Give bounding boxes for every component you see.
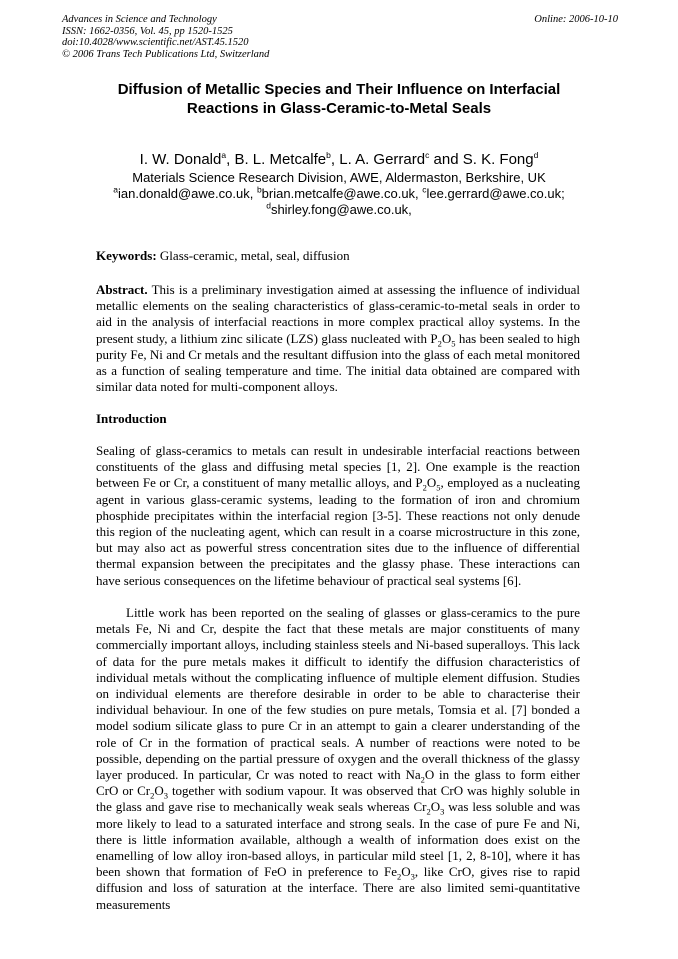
email-superscript: c [422, 184, 427, 195]
intro-paragraph-2 [96, 605, 580, 913]
paragraph-text: O [154, 783, 164, 799]
subscript: 5 [451, 338, 456, 349]
paragraph-text: together with sodium vapour. It was observed that CrO was highly soluble in the glass and gave rise to mechanically weak seals whereas Cr [96, 783, 580, 815]
paragraph-text: O [426, 475, 437, 491]
subscript: 2 [420, 774, 425, 785]
author-superscript: c [425, 150, 430, 160]
author-name: I. W. Donald [139, 151, 222, 168]
paragraph-text: , like CrO, gives rise to rapid diffusion and loss of saturation at the interface. There are also limited semi-quantitative measurements [96, 864, 580, 912]
copyright-line: © 2006 Trans Tech Publications Ltd, Switzerland [62, 48, 270, 60]
author-name: S. K. Fong [462, 151, 534, 168]
author-names [60, 150, 618, 170]
author-name: B. L. Metcalfe [234, 151, 327, 168]
paragraph-text: was less soluble and was more likely to lead to a saturated interface and strong seals. In the case of pure Fe and Ni, there is little information available, although a wealth of information does exist on the enamelling of low alloy iron-based alloys, in particular mild steel [1, 2, 8-10], where it has been shown that formation of FeO in preference to Fe [96, 799, 580, 880]
subscript: 2 [397, 871, 402, 882]
paragraph-text: O in the glass to form either CrO or Cr [96, 767, 580, 799]
abstract [96, 282, 580, 395]
paragraph-text: , employed as a nucleating agent in various glass-ceramic systems, leading to the formation of iron and chromium phosphide precipitates within the interfacial region [3-5]. These reactions not only denude this region of the nucleating agent, which can result in a coarse microstructure in this zone, but may also act as powerful stress concentration sites due to the influence of differential thermal expansion between the precipitates and the glassy phase. These interactions can have serious consequences on the lifetime behaviour of practical seal systems [6]. [96, 475, 580, 588]
subscript: 3 [440, 807, 445, 818]
abstract-text: O [441, 330, 452, 346]
abstract-text: This is a preliminary investigation aimed at assessing the influence of individual metallic elements on the sealing characteristics of glass-ceramic-to-metal seals in order to aid in the analysis of interfacial reactions in more complex practical alloy systems. In the present study, a lithium zinc silicate (LZS) glass nucleated with P [96, 282, 580, 346]
author-separator: and [429, 151, 463, 168]
title-line-2: Reactions in Glass-Ceramic-to-Metal Seals [186, 100, 492, 117]
author-superscript: a [221, 150, 227, 160]
section-heading-introduction: Introduction [96, 411, 167, 426]
email-link[interactable]: ian.donald@awe.co.uk, [117, 186, 257, 201]
paragraph-text: O [430, 799, 441, 815]
email-superscript: a [113, 184, 118, 195]
email-superscript: d [266, 200, 271, 211]
subscript: 3 [163, 790, 168, 801]
author-superscript: d [533, 150, 539, 160]
paper-title [60, 80, 618, 118]
author-separator: , [226, 151, 235, 168]
online-date: Online: 2006-10-10 [534, 14, 618, 25]
affiliation: Materials Science Research Division, AWE, Aldermaston, Berkshire, UK [132, 170, 546, 185]
subscript: 5 [436, 483, 441, 493]
subscript: 2 [150, 790, 155, 801]
subscript: 2 [437, 338, 442, 349]
email-link[interactable]: brian.metcalfe@awe.co.uk, [261, 186, 423, 201]
abstract-label: Abstract. [96, 282, 148, 297]
author-superscript: b [326, 150, 331, 160]
title-line-1: Diffusion of Metallic Species and Their Influence on Interfacial [117, 81, 561, 98]
subscript: 2 [422, 483, 427, 493]
subscript: 2 [426, 807, 431, 818]
author-emails [60, 186, 618, 202]
abstract-text: has been sealed to high purity Fe, Ni and Cr metals and the resultant diffusion into the glass of each metal monitored as a function of sealing temperature and time. The initial data obtained are compared with similar data noted for multi-component alloys. [96, 330, 580, 395]
email-link[interactable]: shirley.fong@awe.co.uk, [270, 202, 412, 217]
keywords-text: Glass-ceramic, metal, seal, diffusion [156, 248, 350, 263]
journal-header [62, 14, 618, 60]
author-block [60, 150, 618, 218]
email-link[interactable]: lee.gerrard@awe.co.uk; [426, 186, 565, 201]
keywords-label: Keywords: [96, 248, 157, 263]
author-name: L. A. Gerrard [339, 151, 426, 168]
intro-paragraph-1 [96, 443, 580, 589]
doi-line: doi:10.4028/www.scientific.net/AST.45.1520 [62, 37, 249, 48]
paragraph-text: O [401, 864, 411, 880]
paragraph-text: Little work has been reported on the sealing of glasses or glass-ceramics to the pure metals Fe, Ni and Cr, despite the fact that these metals are major constituents of many commercially important alloys, including stainless steels and Ni-based superalloys. This lack of data for the pure metals makes it difficult to identify the diffusion characteristics of individual metals without the complicating influence of multiple element diffusion. Studies on individual elements are therefore desirable in order to be able to characterise their individual behaviour. In one of the few studies on pure metals, Tomsia et al. [7] bonded a model sodium silicate glass to pure Cr in an attempt to gain a clearer understanding of the role of Cr in the formation of practical seals. A number of reactions were noted to be possible, depending on the partial pressure of oxygen and the overall thickness of the glassy layer produced. In particular, Cr was noted to react with Na [96, 605, 580, 783]
paragraph-text: Sealing of glass-ceramics to metals can result in undesirable interfacial reactions between constituents of the glass and diffusing metal species [1, 2]. One example is the reaction between Fe or Cr, a constituent of many metallic alloys, and P [96, 443, 580, 491]
author-separator: , [330, 151, 340, 168]
issn-line: ISSN: 1662-0356, Vol. 45, pp 1520-1525 [62, 25, 233, 37]
keywords [96, 248, 580, 264]
author-emails-line-2 [60, 202, 618, 218]
journal-name: Advances in Science and Technology [62, 14, 217, 25]
email-superscript: b [256, 184, 262, 195]
subscript: 3 [410, 871, 415, 882]
